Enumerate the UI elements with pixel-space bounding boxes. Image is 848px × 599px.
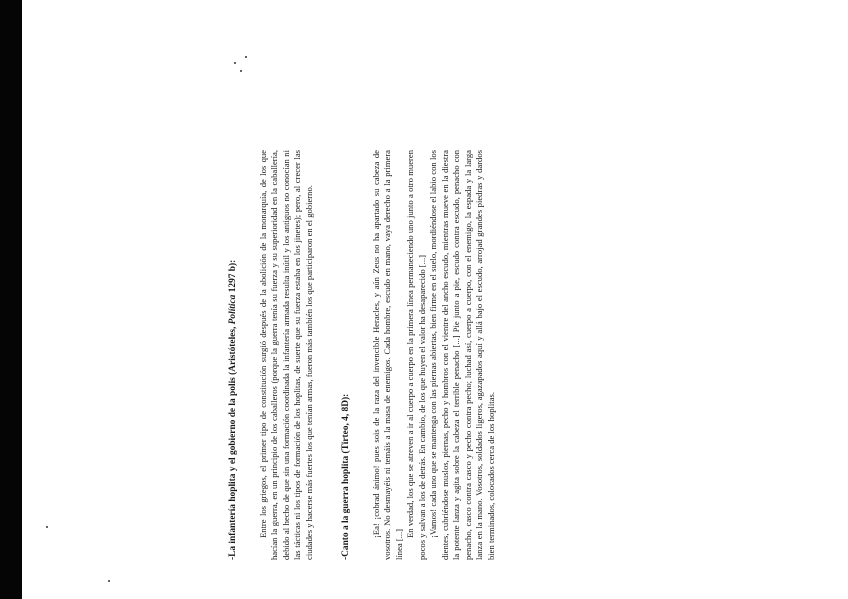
- scan-speck: [108, 580, 110, 582]
- scan-speck: [245, 56, 247, 58]
- section1-title: [228, 150, 240, 560]
- scan-speck: [234, 62, 236, 64]
- rotated-document-page: [228, 150, 588, 560]
- section1-title-work: Política: [228, 294, 238, 325]
- section2-paragraph-3: ¡Vamos! cada uno que se mantenga con las piernas abiertas, bien firme en el suelo, mordiéndose el labio con los dientes, cubriéndose muslos, piernas, pecho y hombros con el vientre del ancho escudo, mientras mueve en la diestra la potente lanza y agita sobre la cabeza el terrible penacho [...] Pie junto a pie, escudo contra escudo, penacho con penacho, casco contra casco y pecho contra pecho; luchad así, cuerpo a cuerpo, con el enemigo, la espada y la larga lanza en la mano. Vosotros, soldados ligeros, agazapados aquí y allá bajo el escudo, arrojad grandes piedras y dardos bien terminados, colocados cerca de los hoplitas.: [428, 150, 496, 560]
- section1-title-author: Aristóteles,: [228, 326, 238, 372]
- scan-border-bar: [0, 0, 22, 599]
- section2-paragraph-2: En verdad, los que se atreven a ir al cuerpo a cuerpo en la primera línea permaneciendo uno junto a otro mueren pocos y salvan a los de detrás. En cambio, de los que huyen el valor ha desaparecido [...]: [405, 150, 427, 560]
- section2-title: -Canto a la guerra hoplita (Tirteo, 4, 8D):: [341, 393, 351, 560]
- section2-paragraph-1: ¡Ea! ¡cobrad ánimo! pues sois de la raza del invencible Heracles, y aún Zeus no ha apartado su cabeza de vosotros. No desmayéis ni temáis a la masa de enemigos. Cada hombre, escudo en mano, vaya derecho a la primera línea [...]: [370, 150, 404, 560]
- section1-title-ref: 1297 b):: [228, 259, 238, 293]
- section1-paragraph: Entre los griegos, el primer tipo de constitución surgió después de la abolición de la monarquía, de los que hacían la guerra, en un principio de los caballeros (porque la guerra tenía su fuerza y su superioridad en la caballería, debido al hecho de que sin una formación coordinada la infantería armada resulta inútil y los antiguos no conocían ni las tácticas ni los tipos de formación de los hoplitas, de suerte que su fuerza estaba en los jinetes); pero, al crecer las ciudades y hacerse más fuertes los que tenían armas, fueron más también los que participaron en el gobierno.: [257, 150, 314, 560]
- scan-speck: [46, 526, 48, 528]
- section1-title-main: -La infantería hoplita y el gobierno de la polis (: [228, 371, 238, 560]
- scan-speck: [240, 70, 242, 72]
